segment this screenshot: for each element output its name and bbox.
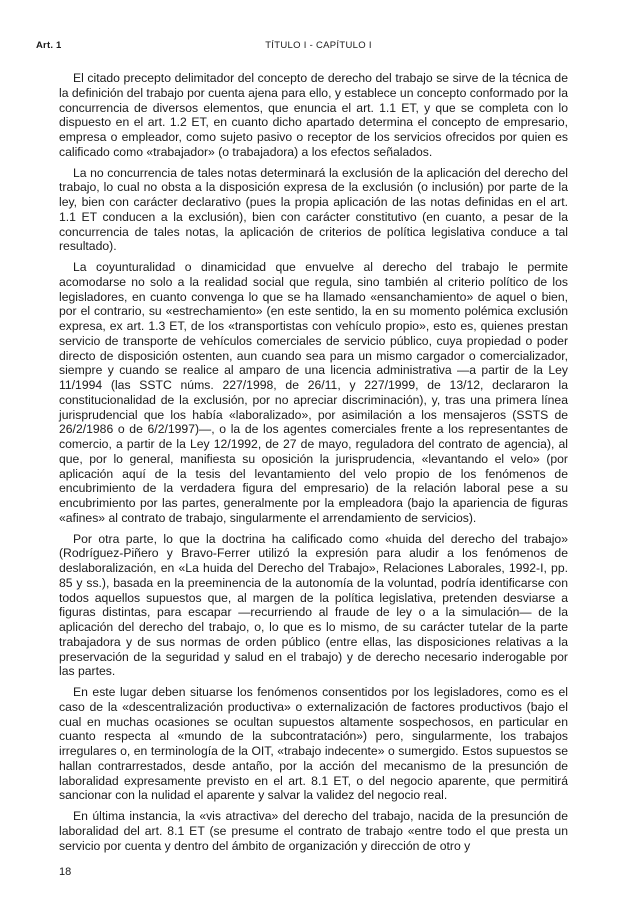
- paragraph: Por otra parte, lo que la doctrina ha calificado como «huida del derecho del trabajo» (Rodríguez-Piñero y Bravo-Ferrer utilizó la expresión para aludir a los fenómenos de deslaboralización, en «La huida del Derecho del Trabajo», Relaciones Laborales, 1992-I, pp. 85 y ss.), basada en la preeminencia de la autonomía de la voluntad, podría identificarse con todos aquellos supuestos que, al margen de la política legislativa, pretenden desviarse a figuras distintas, para escapar —recurriendo al fraude de ley o a la simulación— de la aplicación del derecho del trabajo, o, lo que es lo mismo, de su carácter tutelar de la parte trabajadora y de sus normas de orden público (entre ellas, las disposiciones relativas a la preservación de la seguridad y salud en el trabajo) y de derecho necesario inderogable por las partes.: [59, 531, 568, 679]
- page-number: 18: [59, 866, 72, 878]
- paragraph: La coyunturalidad o dinamicidad que envuelve al derecho del trabajo le permite acomodarse no solo a la realidad social que regula, sino también al criterio político de los legisladores, en cuanto convenga lo que se ha llamado «ensanchamiento» de aquel o bien, por el contrario, su «estrechamiento» (en este sentido, la en su momento polémica exclusión expresa, ex art. 1.3 ET, de los «transportistas con vehículo propio», esto es, quienes prestan servicio de transporte de vehículos comerciales de servicio público, cuya propiedad o poder directo de disposición ostenten, aun cuando sea para un mismo cargador o comercializador, siempre y cuando se realice al amparo de una licencia administrativa —a partir de la Ley 11/1994 (las SSTC núms. 227/1998, de 26/11, y 227/1999, de 13/12, declararon la constitucionalidad de la exclusión, por no apreciar discriminación), y, tras una primera línea jurisprudencial que los había «laboralizado», por asimilación a los mensajeros (SSTS de 26/2/1986 o de 6/2/1997)—, o la de los agentes comerciales frente a los representantes de comercio, a partir de la Ley 12/1992, de 27 de mayo, reguladora del contrato de agencia), al que, por lo general, manifiesta su oposición la jurisprudencia, «levantando el velo» (por aplicación aquí de la tesis del levantamiento del velo propio de los fenómenos de encubrimiento de la verdadera figura del empresario) de la relación laboral pese a su encubrimiento por las partes, generalmente por la empleadora (bajo la apariencia de figuras «afines» al contrato de trabajo, singularmente el arrendamiento de servicios).: [59, 260, 568, 525]
- paragraph: La no concurrencia de tales notas determinará la exclusión de la aplicación del derecho del trabajo, lo cual no obsta a la disposición expresa de la exclusión (o inclusión) por parte de la ley, bien con carácter declarativo (pues la propia aplicación de las notas definidas en el art. 1.1 ET conducen a la exclusión), bien con carácter constitutivo (en cuanto, a pesar de la concurrencia de tales notas, la aplicación de criterios de política legislativa conduce a tal resultado).: [59, 165, 568, 254]
- paragraph: En última instancia, la «vis atractiva» del derecho del trabajo, nacida de la presunción de laboralidad del art. 8.1 ET (se presume el contrato de trabajo «entre todo el que presta un servicio por cuenta y dentro del ámbito de organización y dirección de otro y: [59, 809, 568, 853]
- article-label: Art. 1: [36, 40, 62, 51]
- paragraph: En este lugar deben situarse los fenómenos consentidos por los legisladores, como es el caso de la «descentralización productiva» o externalización de factores productivos (bajo el cual en muchas ocasiones se ocultan supuestos altamente sospechosos, en particular en cuanto respecta al «mundo de la subcontratación») pero, singularmente, los trabajos irregulares o, en terminología de la OIT, «trabajo indecente» o sumergido. Estos supuestos se hallan contrarrestados, desde antaño, por la acción del mecanismo de la presunción de laboralidad expresamente previsto en el art. 8.1 ET, o del negocio aparente, que permitirá sancionar con la nulidad el aparente y salvar la validez del negocio real.: [59, 685, 568, 803]
- running-header: TÍTULO I - CAPÍTULO I: [265, 40, 372, 51]
- paragraph: El citado precepto delimitador del concepto de derecho del trabajo se sirve de la técnica de la definición del trabajo por cuenta ajena para ello, y establece un concepto conformado por la concurrencia de diversos elementos, que enuncia el art. 1.1 ET, y que se completa con lo dispuesto en el art. 1.2 ET, en cuanto dicho apartado determina el concepto de empresario, empresa o empleador, como sujeto pasivo o receptor de los servicios ofrecidos por quien es calificado como «trabajador» (o trabajadora) a los efectos señalados.: [59, 71, 568, 159]
- body-text: [59, 71, 568, 859]
